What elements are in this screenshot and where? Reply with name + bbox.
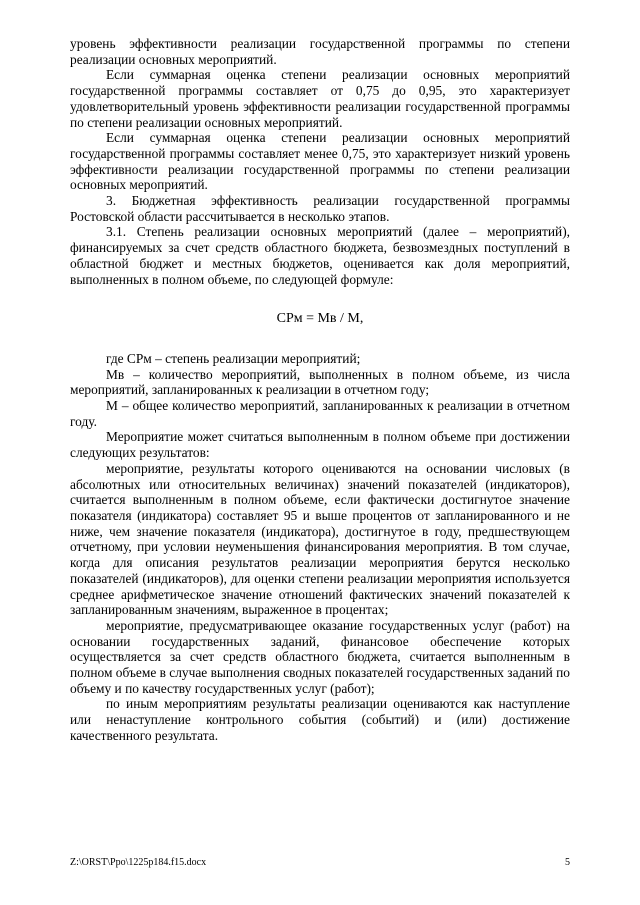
paragraph: уровень эффективности реализации государственной программы по степени реализации основных мероприятий. xyxy=(70,36,570,67)
paragraph: 3. Бюджетная эффективность реализации государственной программы Ростовской области рассчитывается в несколько этапов. xyxy=(70,193,570,224)
paragraph: где СРм – степень реализации мероприятий; xyxy=(106,350,361,366)
paragraph: по иным мероприятиям результаты реализации оцениваются как наступление или ненаступление контрольного события (событий) и (или) достижение качественного результата. xyxy=(70,696,570,743)
paragraph: Мероприятие может считаться выполненным в полном объеме при достижении следующих результатов: xyxy=(70,429,570,461)
document-body xyxy=(70,36,570,744)
formula: СРм = Мв / М, xyxy=(276,311,364,327)
file-path: Z:\ORST\Ppo\1225p184.f15.docx xyxy=(70,857,207,868)
paragraph: мероприятие, предусматривающее оказание государственных услуг (работ) на основании государственных заданий, финансовое обеспечение которых осуществляется за счет средств областного бюджета, считается выполненным в полном объеме в случае выполнения сводных показателей государственных заданий по объему и по качеству государственных услуг (работ); xyxy=(70,617,570,696)
paragraph: М – общее количество мероприятий, запланированных к реализации в отчетном году. xyxy=(70,398,570,429)
paragraph: Если суммарная оценка степени реализации основных мероприятий государственной программы составляет от 0,75 до 0,95, это характеризует удовлетворительный уровень эффективности реализации государственной программы по степени реализации основных мероприятий. xyxy=(70,67,570,130)
paragraph: Если суммарная оценка степени реализации основных мероприятий государственной программы составляет менее 0,75, это характеризует низкий уровень эффективности реализации государственной программы по степени реализации основных мероприятий. xyxy=(70,130,570,193)
paragraph: мероприятие, результаты которого оцениваются на основании числовых (в абсолютных или относительных величинах) значений показателей (индикаторов), считается выполненным в полном объеме, если фактически достигнутое значение показателя (индикатора) составляет 95 и выше процентов от запланированного и не ниже, чем значение показателя (индикатора), достигнутое в году, предшествующем отчетному, при условии неуменьшения финансирования мероприятия. В том случае, когда для описания результатов реализации мероприятия берутся несколько показателей (индикаторов), для оценки степени реализации мероприятия используется среднее арифметическое значение отношений фактических значений показателей к запланированным значениям, выраженное в процентах; xyxy=(70,460,570,618)
paragraph: 3.1. Степень реализации основных мероприятий (далее – мероприятий), финансируемых за счет средств областного бюджета, безвозмездных поступлений в областной бюджет и местных бюджетов, оценивается как доля мероприятий, выполненных в полном объеме, по следующей формуле: xyxy=(70,224,570,287)
paragraph: Мв – количество мероприятий, выполненных в полном объеме, из числа мероприятий, запланированных к реализации в отчетном году; xyxy=(70,366,570,398)
page-number: 5 xyxy=(565,857,570,868)
